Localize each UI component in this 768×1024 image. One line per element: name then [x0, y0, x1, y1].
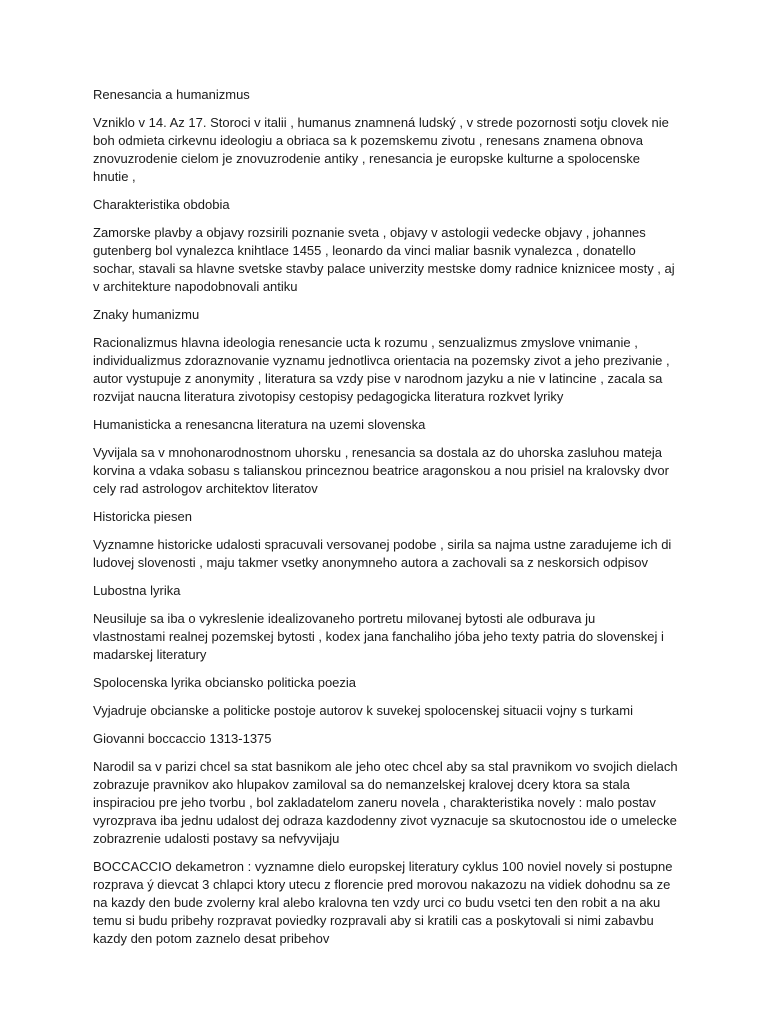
paragraph-line: Vzniklo v 14. Az 17. Storoci v italii , humanus znamnená ludský , v strede pozornosti sotju clovek nie: [93, 115, 669, 130]
paragraph-line: ludovej slovenosti , maju takmer vsetky anonymneho autora a zachovali sa z neskorsich odpisov: [93, 555, 648, 570]
paragraph-line: madarskej literatury: [93, 647, 207, 662]
paragraph-line: na kazdy den bude zvolerny kral alebo kralovna ten vzdy urci co budu vsetci ten den robit a na aku: [93, 895, 661, 910]
paragraph-line: boh odmieta cirkevnu ideologiu a obriaca sa k pozemskemu zivotu , renesans znamena obnova: [93, 133, 643, 148]
paragraph-line: temu si budu pribehy rozpravat poviedky rozpravali aby si kratili cas a poskytovali si nimi zabavbu: [93, 913, 654, 928]
paragraph-line: znovuzrodenie cielom je znovuzrodenie antiky , renesancia je europske kulturne a spolocenske: [93, 151, 641, 166]
paragraph-line: inspiraciou pre jeho tvorbu , bol zakladatelom zaneru novela , charakteristika novely : malo postav: [93, 795, 656, 810]
section-paragraph: [93, 334, 683, 406]
paragraph-line: Zamorske plavby a objavy rozsirili poznanie sveta , objavy v astologii vedecke objavy , johannes: [93, 225, 646, 240]
paragraph-line: Vyjadruje obcianske a politicke postoje autorov k suvekej spolocenskej situacii vojny s turkami: [93, 703, 634, 718]
paragraph-line: rozvijat naucna literatura zivotopisy cestopisy pedagogicka literatura rozkvet lyriky: [93, 389, 564, 404]
section-heading: Lubostna lyrika: [93, 583, 181, 598]
paragraph-line: Neusiluje sa iba o vykreslenie idealizovaneho portretu milovanej bytosti ale odburava ju: [93, 611, 596, 626]
paragraph-line: Vyznamne historicke udalosti spracuvali versovanej podobe , sirila sa najma ustne zaradujeme ich di: [93, 537, 672, 552]
section-paragraph: [93, 224, 683, 296]
paragraph-line: gutenberg bol vynalezca knihtlace 1455 , leonardo da vinci maliar basnik vynalezca , donatello: [93, 243, 636, 258]
paragraph-line: Racionalizmus hlavna ideologia renesancie ucta k rozumu , senzualizmus zmyslove vnimanie ,: [93, 335, 638, 350]
section-paragraph: [93, 444, 683, 498]
paragraph-line: v architekture napodobnovali antiku: [93, 279, 298, 294]
paragraph-line: autor vystupuje z anonymity , literatura sa vzdy pise v narodnom jazyku a nie v latincine , zacala sa: [93, 371, 663, 386]
section-heading: Charakteristika obdobia: [93, 197, 230, 212]
document-page: [93, 86, 683, 958]
paragraph-line: cely rad astrologov architektov literatov: [93, 481, 318, 496]
paragraph-line: vlastnostami realnej pozemskej bytosti , kodex jana fanchaliho jóba jeho texty patria do slovenskej i: [93, 629, 664, 644]
section-heading: Historicka piesen: [93, 509, 192, 524]
section-heading: Spolocenska lyrika obciansko politicka poezia: [93, 675, 357, 690]
section-paragraph: [93, 114, 683, 186]
paragraph-line: zobrazrenie udalosti postavy sa nefvyvijaju: [93, 831, 340, 846]
section-paragraph: [93, 758, 683, 848]
section-paragraph: [93, 702, 683, 720]
paragraph-line: hnutie ,: [93, 169, 136, 184]
section-heading: Humanisticka a renesancna literatura na uzemi slovenska: [93, 417, 426, 432]
section-paragraph: [93, 610, 683, 664]
section-heading: Giovanni boccaccio 1313-1375: [93, 731, 272, 746]
paragraph-line: vyrozprava iba jednu udalost dej odraza kazdodenny zivot vyznacuje sa skutocnostou ide o umelecke: [93, 813, 677, 828]
paragraph-line: kazdy den potom zaznelo desat pribehov: [93, 931, 330, 946]
paragraph-line: individualizmus zdoraznovanie vyznamu jednotlivca orientacia na pozemsky zivot a jeho prezivanie ,: [93, 353, 670, 368]
section-heading: Renesancia a humanizmus: [93, 87, 250, 102]
paragraph-line: korvina a vdaka sobasu s talianskou princeznou beatrice aragonskou a nou prisiel na kralovsky dvor: [93, 463, 669, 478]
paragraph-line: Vyvijala sa v mnohonarodnostnom uhorsku , renesancia sa dostala az do uhorska zasluhou mateja: [93, 445, 662, 460]
paragraph-line: BOCCACCIO dekametron : vyznamne dielo europskej literatury cyklus 100 noviel novely si postupne: [93, 859, 673, 874]
section-heading: Znaky humanizmu: [93, 307, 200, 322]
paragraph-line: Narodil sa v parizi chcel sa stat basnikom ale jeho otec chcel aby sa stal pravnikom vo svojich dielach: [93, 759, 678, 774]
section-paragraph: [93, 858, 683, 948]
paragraph-line: rozprava ý dievcat 3 chlapci ktory utecu z florencie pred morovou nakazozu na vidiek dohodnu sa ze: [93, 877, 671, 892]
paragraph-line: zobrazuje pravnikov ako hlupakov zamiloval sa do nemanzelskej kralovej dcery ktora sa stala: [93, 777, 630, 792]
paragraph-line: sochar, stavali sa hlavne svetske stavby palace univerzity mestske domy radnice kniznicee mosty , aj: [93, 261, 675, 276]
section-paragraph: [93, 536, 683, 572]
